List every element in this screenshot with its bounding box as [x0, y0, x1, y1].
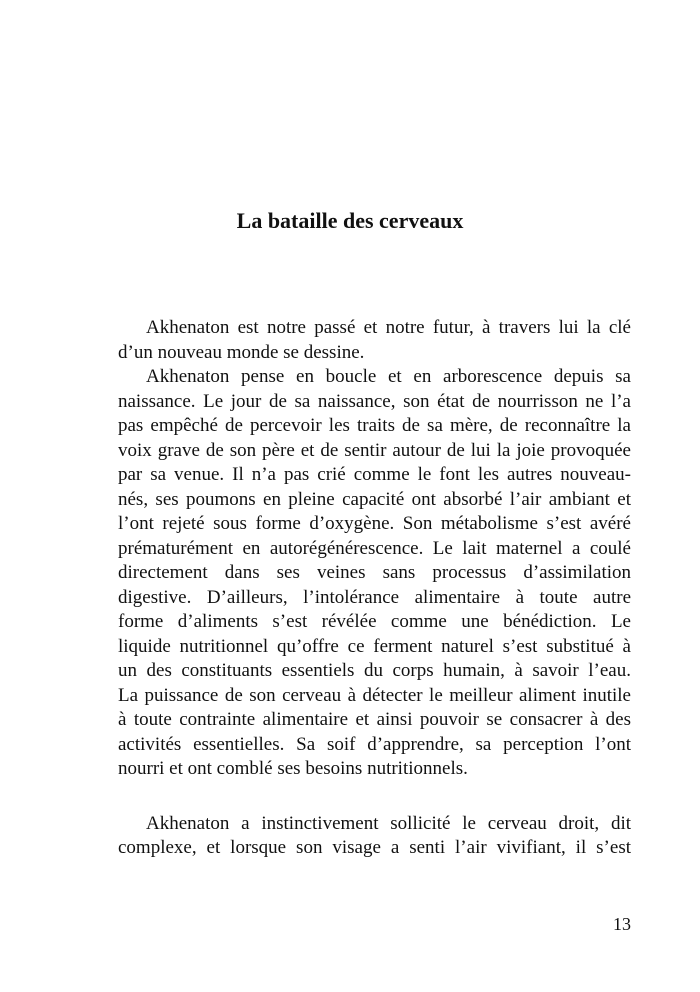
- text-line: à toute contrainte alimentaire et ainsi pouvoir se consacrer à des: [118, 709, 631, 730]
- paragraph: [118, 316, 631, 365]
- text-line: La puissance de son cerveau à détecter le meilleur aliment inutile: [118, 684, 631, 706]
- text-line: digestive. D’ailleurs, l’intolérance alimentaire à toute autre: [118, 586, 631, 608]
- paragraph: [118, 812, 631, 861]
- body-text: [118, 316, 631, 861]
- text-line: activités essentielles. Sa soif d’apprendre, sa perception l’ont: [118, 733, 631, 755]
- text-line: l’ont rejeté sous forme d’oxygène. Son métabolisme s’est avéré: [118, 513, 631, 534]
- text-line: Akhenaton pense en boucle et en arborescence depuis sa: [146, 366, 631, 387]
- text-line: prématurément en autorégénérescence. Le lait maternel a coulé: [118, 537, 631, 559]
- text-line: naissance. Le jour de sa naissance, son état de nourrisson ne l’a: [118, 390, 631, 412]
- text-line: nés, ses poumons en pleine capacité ont absorbé l’air ambiant et: [118, 488, 631, 510]
- text-line: Akhenaton a instinctivement sollicité le cerveau droit, dit: [146, 812, 631, 834]
- text-line: complexe, et lorsque son visage a senti l’air vivifiant, il s’est: [118, 837, 631, 858]
- page-number: 13: [613, 914, 631, 934]
- text-line: un des constituants essentiels du corps humain, à savoir l’eau.: [118, 660, 631, 681]
- text-line: forme d’aliments s’est révélée comme une bénédiction. Le: [118, 611, 631, 632]
- text-line: liquide nutritionnel qu’offre ce ferment naturel s’est substitué à: [118, 635, 631, 657]
- text-line: par sa venue. Il n’a pas crié comme le font les autres nouveau-: [118, 464, 631, 485]
- paragraph: [118, 365, 631, 782]
- text-line: nourri et ont comblé ses besoins nutritionnels.: [118, 758, 468, 779]
- text-line: d’un nouveau monde se dessine.: [118, 341, 365, 363]
- chapter-title: La bataille des cerveaux: [236, 208, 464, 233]
- text-line: directement dans ses veines sans processus d’assimilation: [118, 562, 631, 583]
- text-line: voix grave de son père et de sentir autour de lui la joie provoquée: [118, 439, 631, 461]
- text-line: pas empêché de percevoir les traits de sa mère, de reconnaître la: [118, 415, 631, 436]
- text-line: Akhenaton est notre passé et notre futur, à travers lui la clé: [146, 317, 631, 338]
